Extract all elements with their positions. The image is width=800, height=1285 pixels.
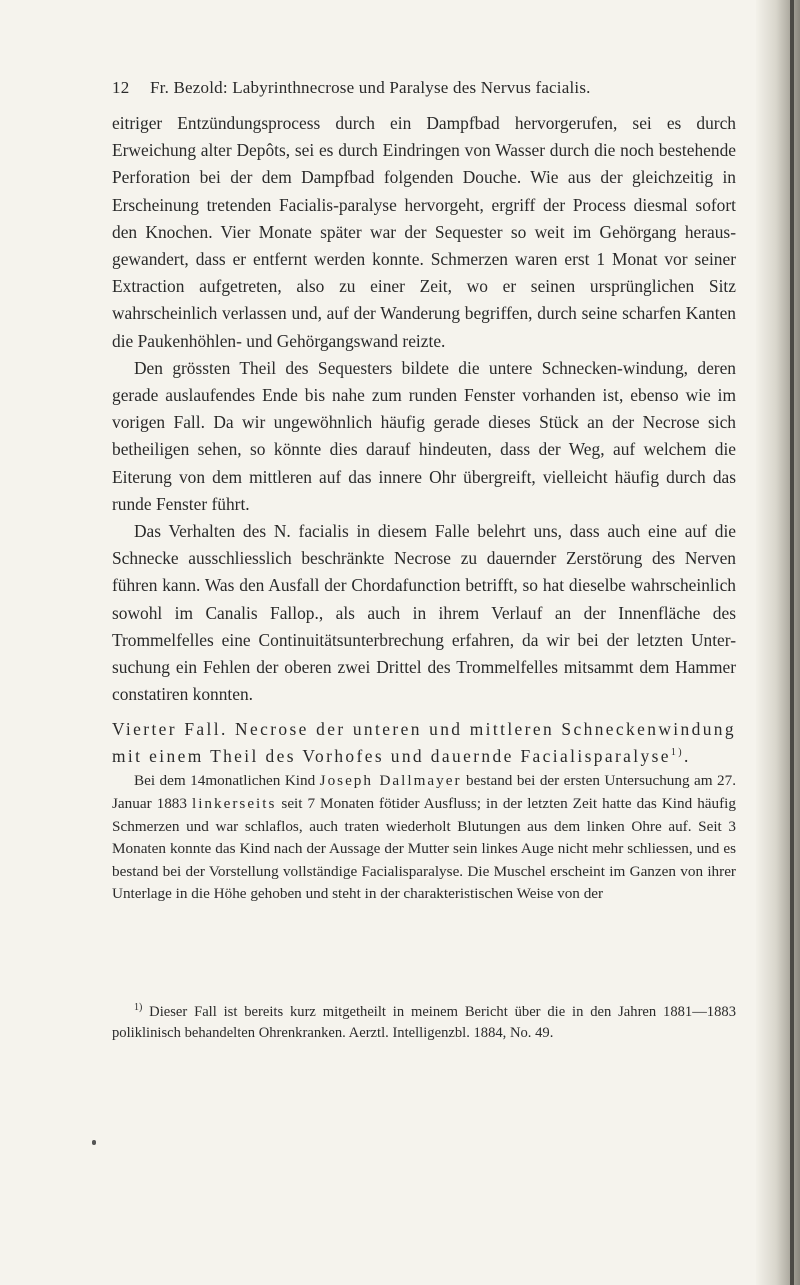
affected-side: linkerseits — [191, 795, 277, 813]
case-heading-text: Vierter Fall. Necrose der unteren und mittleren Schneckenwindung mit einem Theil des Vorhofes und dauernde Facialisparalyse — [112, 719, 736, 767]
footnote-text: Dieser Fall ist bereits kurz mitgetheilt in meinem Bericht über die in den Jahren 1881—1883 poliklinisch behandelten Ohrenkranken. Aerztl. Intelligenzbl. 1884, No. 49. — [112, 1004, 736, 1042]
paragraph-1: eitriger Entzündungsprocess durch ein Dampfbad hervorgerufen, sei es durch Erweichung alter Depôts, sei es durch Eindringen von Wasser durch die noch bestehende Perforation bei der dem Dampfbad folgenden Douche. Wie aus der gleichzeitig in Erscheinung tretenden Facialis-paralyse hervorgeht, ergriff der Process diesmal sofort den Knochen. Vier Monate später war der Sequester so weit im Gehörgang heraus-gewandert, dass er entfernt werden konnte. Schmerzen waren erst 1 Monat vor seiner Extraction aufgetreten, also zu einer Zeit, wo er seinen ursprünglichen Sitz wahrscheinlich verlassen und, auf der Wanderung begriffen, durch seine scharfen Kanten die Paukenhöhlen- und Gehörgangswand reizte. — [112, 113, 736, 351]
case-report — [112, 770, 736, 906]
case-heading: Vierter Fall. Necrose der unteren und mittleren Schneckenwindung mit einem Theil des Vorhofes und dauernde Facialisparalyse$^{1)}$. — [112, 719, 736, 767]
footnote-number: 1) — [134, 1002, 143, 1014]
running-header — [112, 78, 712, 98]
main-text — [112, 110, 736, 906]
footnote — [112, 1002, 736, 1045]
case-report-part-3: seit 7 Monaten fötider Ausfluss; in der letzten Zeit hatte das Kind häufig Schmerzen und war schlaflos, auch traten wiederholt Blutungen aus dem linken Ohre auf. Seit 3 Monaten konnte das Kind nach der Aussage der Mutter sein linkes Auge nicht mehr schliessen, und es bestand bei der Vorstellung vollständige Facialisparalyse. Die Muschel erscheint im Ganzen von ihrer Unterlage in die Höhe gehoben und steht in der charakteristischen Weise von der — [112, 795, 736, 903]
case-report-part-1: Bei dem 14monatlichen Kind — [134, 772, 320, 790]
case-report-part-2: bestand bei der ersten Untersuchung am 27. Januar 1883 — [112, 772, 737, 813]
print-speck — [92, 1140, 96, 1145]
running-title: Fr. Bezold: Labyrinthnecrose und Paralyse des Nervus facialis. — [150, 78, 591, 97]
patient-name: Joseph Dallmayer — [319, 772, 462, 790]
paragraph-3: Das Verhalten des N. facialis in diesem Falle belehrt uns, dass auch eine auf die Schnecke ausschliesslich beschränkte Necrose zu dauernder Zerstörung des Nerven führen kann. Was den Ausfall der Chordafunction betrifft, so hat dieselbe wahrscheinlich sowohl im Canalis Fallop., als auch in ihrem Verlauf an der Innenfläche des Trommelfelles eine Continuitätsunterbrechung erfahren, da wir bei der letzten Unter-suchung ein Fehlen der oberen zwei Drittel des Trommelfelles mitsammt dem Hammer constatiren konnten. — [112, 521, 736, 705]
page-number: 12 — [112, 78, 130, 97]
book-spine-edge — [756, 0, 800, 1285]
paragraph-2: Den grössten Theil des Sequesters bildete die untere Schnecken-windung, deren gerade auslaufendes Ende bis nahe zum runden Fenster vorhanden ist, ebenso wie im vorigen Fall. Da wir ungewöhnlich häufig gerade dieses Stück an der Necrose sich betheiligen sehen, so könnte dies darauf hindeuten, dass der Weg, auf welchem die Eiterung von dem mittleren auf das innere Ohr übergreift, vielleicht häufig durch das runde Fenster führt. — [112, 357, 736, 514]
footnote-marker: 1) — [670, 747, 685, 759]
